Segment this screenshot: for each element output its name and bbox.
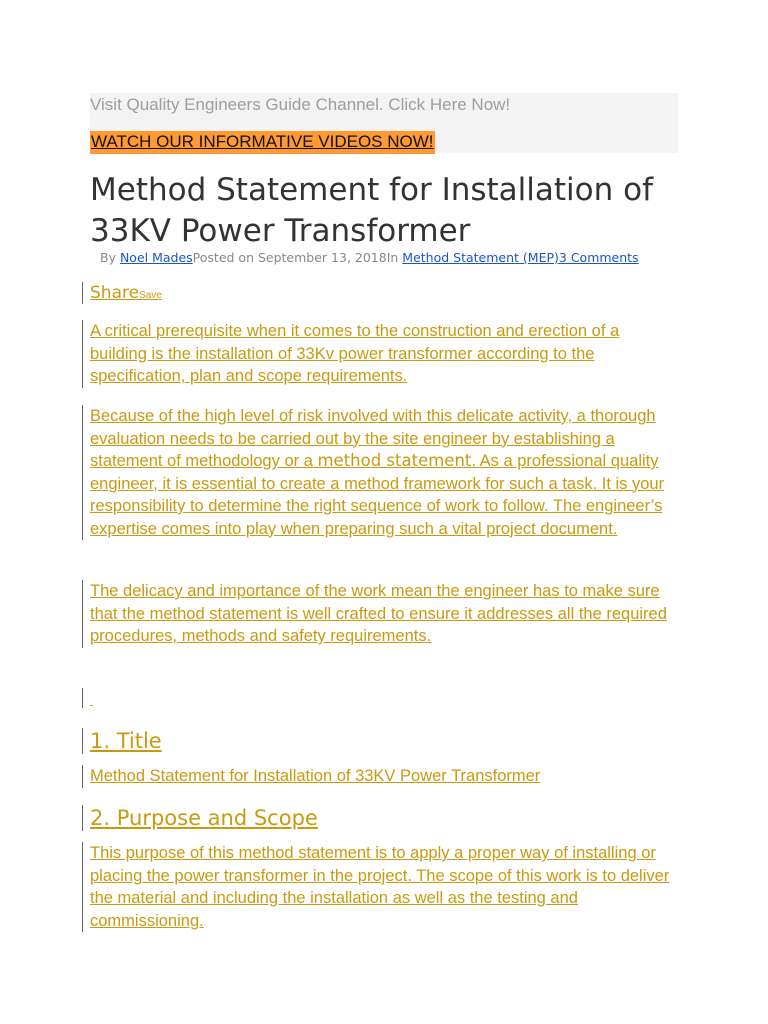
section-1-heading-text[interactable]: 1. Title <box>90 729 162 753</box>
share-bar <box>82 282 162 304</box>
promo-banner <box>90 93 678 153</box>
paragraph-1 <box>82 320 678 388</box>
paragraph-1-text[interactable]: A critical prerequisite when it comes to the construction and erection of a building is the installation of 33Kv power transformer according to the specification, plan and scope requirements. <box>90 322 620 385</box>
comments-link[interactable]: 3 Comments <box>558 250 639 265</box>
section-2-heading <box>82 805 318 831</box>
save-button[interactable]: Save <box>139 290 162 301</box>
paragraph-2-text[interactable] <box>90 405 678 540</box>
section-1-text-block <box>82 765 678 788</box>
section-1-text[interactable]: Method Statement for Installation of 33KV Power Transformer <box>90 767 541 785</box>
category-link[interactable]: Method Statement (MEP) <box>402 250 559 265</box>
section-2-heading-text[interactable]: 2. Purpose and Scope <box>90 806 318 830</box>
paragraph-2-part-b: . As a professional quality engineer, it is essential to create a method framework for such a task. It is your responsibility to determine the right sequence of work to follow. The engineer’s expertise comes into play when preparing such a vital project document. <box>90 452 665 538</box>
paragraph-3 <box>82 580 678 648</box>
meta-in: In <box>386 250 403 265</box>
section-2-text[interactable]: This purpose of this method statement is to apply a proper way of installing or placing the power transformer in the project. The scope of this work is to deliver the material and including the installation as well as the testing and commissioning. <box>90 844 670 930</box>
article-meta <box>100 250 639 265</box>
paragraph-2 <box>82 405 678 540</box>
article-title: Method Statement for Installation of 33KV Power Transformer <box>90 172 654 249</box>
channel-link[interactable]: Visit Quality Engineers Guide Channel. Click Here Now! <box>90 95 511 114</box>
empty-link[interactable] <box>90 696 93 707</box>
meta-by: By <box>100 250 120 265</box>
empty-link-block <box>82 688 110 708</box>
paragraph-2-part-a: Because of the high level of risk involved with this delicate activity, a thorough evaluation needs to be carried out by the site engineer by establishing a statement of methodology or a <box>90 407 656 470</box>
share-button[interactable]: Share <box>90 283 140 303</box>
meta-posted: Posted on September 13, 2018 <box>192 250 387 265</box>
section-1-heading <box>82 728 162 754</box>
method-statement-link[interactable]: method statement <box>317 451 472 470</box>
watch-videos-link[interactable]: WATCH OUR INFORMATIVE VIDEOS NOW! <box>90 131 435 154</box>
paragraph-3-text[interactable]: The delicacy and importance of the work mean the engineer has to make sure that the method statement is well crafted to ensure it addresses all the required procedures, methods and safety requirements. <box>90 582 667 645</box>
author-link[interactable]: Noel Mades <box>119 250 193 265</box>
section-2-text-block <box>82 842 678 932</box>
